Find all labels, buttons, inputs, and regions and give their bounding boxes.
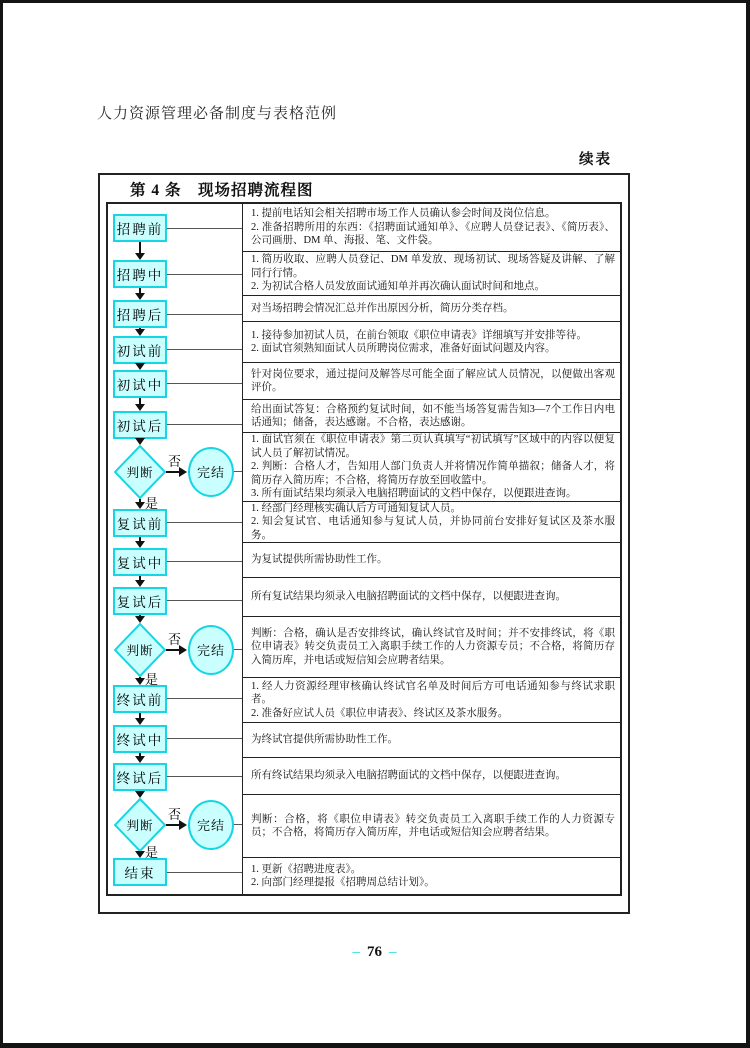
step-arrow-head — [135, 851, 145, 858]
table-row — [243, 543, 620, 578]
connector-line — [167, 314, 242, 315]
flow-step-box: 复试前 — [113, 509, 167, 537]
decision-label: 判断 — [126, 465, 154, 480]
decision-diamond — [114, 623, 166, 677]
step-arrow-head — [135, 791, 145, 798]
connector-line — [167, 561, 242, 562]
flow-step-box: 招聘中 — [113, 260, 167, 288]
yes-label: 是 — [145, 671, 159, 687]
desc-item: 1. 接待参加初试人员，在前台领取《职位申请表》详细填写并安排等待。 — [251, 329, 587, 341]
no-branch-arrow — [166, 649, 180, 651]
no-branch-arrow — [166, 471, 180, 473]
decision-diamond — [114, 798, 166, 852]
table-row — [243, 322, 620, 363]
book-header: 人力资源管理必备制度与表格范例 — [97, 106, 338, 122]
desc-item: 判断：合格，将《职位申请表》转交负责员工入离职手续工作的人力资源专员；不合格，将简历存入简历库，并电话或短信知会应聘者结果。 — [251, 813, 615, 838]
connector-line — [167, 228, 242, 229]
page-number-dash-right: – — [389, 944, 397, 960]
flowchart-column — [108, 204, 242, 894]
table-title: 第 4 条 现场招聘流程图 — [130, 181, 314, 199]
continued-label: 续表 — [579, 152, 612, 168]
end-circle: 完结 — [188, 447, 234, 497]
description-column — [242, 204, 620, 894]
step-description — [251, 403, 615, 430]
flow-step-box: 初试后 — [113, 411, 167, 439]
yes-label: 是 — [145, 495, 159, 511]
page-number-line — [3, 944, 746, 961]
flow-step-box: 初试前 — [113, 336, 167, 364]
table-row — [243, 296, 620, 322]
flow-step-box: 终试前 — [113, 685, 167, 713]
decision-label: 判断 — [126, 818, 154, 833]
desc-item: 所有复试结果均须录入电脑招聘面试的文档中保存，以便跟进查询。 — [251, 591, 566, 603]
step-description — [251, 433, 615, 501]
desc-item: 2. 准备招聘所用的东西：《招聘面试通知单》、《应聘人员登记表》、《简历表》、公司画册、DM 单、海报、笔、文件袋。 — [251, 221, 615, 247]
document-page — [3, 3, 746, 1043]
step-arrow-stem — [139, 242, 141, 253]
step-description — [251, 733, 615, 747]
desc-item: 1. 提前电话知会相关招聘市场工作人员确认参会时间及岗位信息。 — [251, 208, 556, 220]
connector-line — [234, 471, 242, 472]
step-description — [251, 207, 615, 248]
desc-item: 1. 经人力资源经理审核确认终试官名单及时间后方可电话通知参与终试求职者。 — [251, 680, 615, 706]
table-row — [243, 758, 620, 795]
step-arrow-head — [135, 363, 145, 370]
decision-diamond — [114, 445, 166, 499]
connector-line — [167, 872, 242, 873]
no-label: 否 — [168, 806, 182, 822]
step-arrow-head — [135, 293, 145, 300]
step-description — [251, 502, 615, 542]
desc-item: 1. 简历收取、应聘人员登记、DM 单发放、现场初试、现场答疑及讲解、了解同行行情。 — [251, 254, 615, 279]
step-description — [251, 253, 615, 294]
step-description — [251, 302, 615, 316]
flow-step-box: 终试中 — [113, 725, 167, 753]
connector-line — [234, 649, 242, 650]
flow-step-box: 复试中 — [113, 548, 167, 576]
desc-item: 2. 准备好应试人员《职位申请表》、终试区及茶水服务。 — [251, 707, 509, 719]
desc-item: 1. 面试官须在《职位申请表》第二页认真填写“初试填写”区域中的内容以便复试人员了解初试情况。 — [251, 434, 615, 459]
step-arrow-head — [135, 404, 145, 411]
step-arrow-head — [135, 756, 145, 763]
table-row — [243, 252, 620, 296]
step-description — [251, 368, 615, 395]
step-description — [251, 680, 615, 721]
desc-item: 判断：合格，确认是否安排终试，确认终试官及时间；并不安排终试，将《职位申请表》转交负责员工入离职手续工作的人力资源专员；不合格，将简历存入简历库，并电话或短信知会应聘者结果。 — [251, 627, 615, 666]
step-description — [251, 329, 615, 356]
decision-label: 判断 — [126, 643, 154, 658]
connector-line — [167, 383, 242, 384]
step-arrow-head — [135, 438, 145, 445]
no-label: 否 — [168, 453, 182, 469]
step-arrow-head — [135, 678, 145, 685]
table-row — [243, 723, 620, 758]
desc-item: 3. 所有面试结果均须录入电脑招聘面试的文档中保存，以便跟进查询。 — [251, 488, 577, 500]
flow-step-box: 终试后 — [113, 763, 167, 791]
step-description — [251, 863, 615, 890]
desc-item: 2. 知会复试官、电话通知参与复试人员，并协同前台安排好复试区及茶水服务。 — [251, 516, 615, 541]
flow-step-box: 招聘后 — [113, 300, 167, 328]
end-circle: 完结 — [188, 800, 234, 850]
no-label: 否 — [168, 631, 182, 647]
table-row — [243, 617, 620, 678]
desc-item: 为复试提供所需协助性工作。 — [251, 554, 388, 566]
desc-item: 1. 经部门经理核实确认后方可通知复试人员。 — [251, 502, 461, 514]
connector-line — [167, 698, 242, 699]
table-row — [243, 204, 620, 252]
page-number-dash-left: – — [352, 944, 360, 960]
flowchart-table — [98, 173, 630, 914]
table-row — [243, 678, 620, 723]
step-description — [251, 590, 615, 604]
end-circle: 完结 — [188, 625, 234, 675]
step-arrow-head — [135, 616, 145, 623]
step-description — [251, 769, 615, 783]
step-description — [251, 813, 615, 840]
step-arrow-head — [135, 253, 145, 260]
table-row — [243, 363, 620, 400]
flow-step-box: 结束 — [113, 858, 167, 886]
yes-label: 是 — [145, 845, 159, 860]
connector-line — [167, 600, 242, 601]
flow-step-box: 初试中 — [113, 370, 167, 398]
table-row — [243, 502, 620, 543]
table-row — [243, 858, 620, 894]
step-description — [251, 553, 615, 567]
connector-line — [234, 824, 242, 825]
table-row — [243, 400, 620, 433]
desc-item: 2. 为初试合格人员发放面试通知单并再次确认面试时间和地点。 — [251, 281, 545, 293]
connector-line — [167, 274, 242, 275]
table-row — [243, 795, 620, 858]
step-arrow-head — [135, 580, 145, 587]
desc-item: 为终试官提供所需协助性工作。 — [251, 734, 398, 746]
step-description — [251, 627, 615, 668]
connector-line — [167, 522, 242, 523]
connector-line — [167, 738, 242, 739]
flow-step-box: 招聘前 — [113, 214, 167, 242]
desc-item: 2. 面试官须熟知面试人员所聘岗位需求，准备好面试问题及内容。 — [251, 343, 556, 354]
desc-item: 对当场招聘会情况汇总并作出原因分析，简历分类存档。 — [251, 302, 514, 314]
table-body — [106, 202, 622, 896]
desc-item: 2. 向部门经理提报《招聘周总结计划》。 — [251, 877, 435, 888]
desc-item: 给出面试答复：合格预约复试时间，如不能当场答复需告知3—7个工作日内电话通知；储备，表达感谢。不合格，表达感谢。 — [251, 403, 615, 428]
desc-item: 所有终试结果均须录入电脑招聘面试的文档中保存，以便跟进查询。 — [251, 770, 566, 782]
step-arrow-head — [135, 541, 145, 548]
table-row — [243, 433, 620, 502]
connector-line — [167, 776, 242, 777]
table-row — [243, 578, 620, 617]
connector-line — [167, 349, 242, 350]
no-branch-arrow — [166, 824, 180, 826]
step-arrow-head — [135, 502, 145, 509]
connector-line — [167, 424, 242, 425]
page-number: 76 — [367, 944, 382, 960]
desc-item: 针对岗位要求，通过提问及解答尽可能全面了解应试人员情况，以便做出客观评价。 — [251, 368, 615, 393]
step-arrow-head — [135, 718, 145, 725]
desc-item: 2. 判断：合格人才，告知用人部门负责人并将情况作简单描叙；储备人才，将简历存入简历库；不合格，将简历存放至回收篮中。 — [251, 461, 615, 486]
desc-item: 1. 更新《招聘进度表》。 — [251, 863, 362, 875]
flow-step-box: 复试后 — [113, 587, 167, 615]
step-arrow-head — [135, 329, 145, 336]
